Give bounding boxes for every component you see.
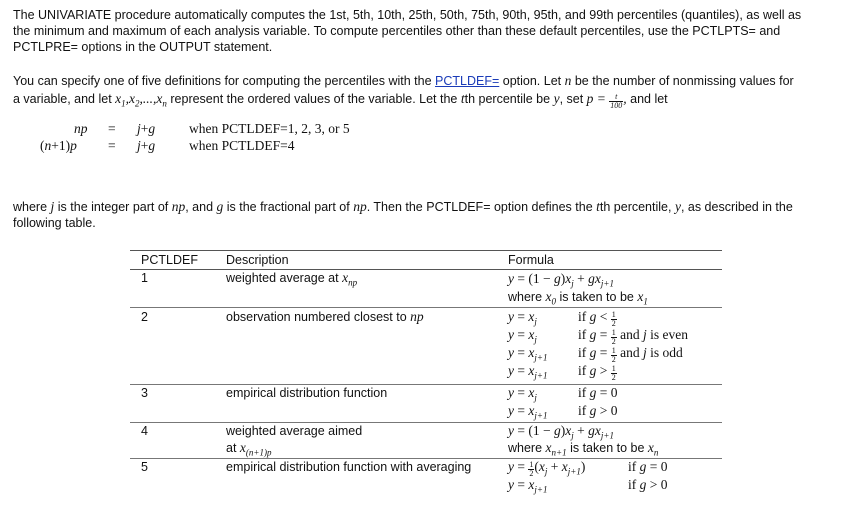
row-5-desc: empirical distribution function with averaging	[226, 460, 472, 474]
header-description: Description	[226, 253, 289, 267]
row-2-cond-d: if g > $\frac{1}{2}$	[578, 363, 616, 382]
header-pctldef: PCTLDEF	[141, 253, 198, 267]
row-2-cond-a: if g < $\frac{1}{2}$	[578, 309, 616, 328]
pctldef-link[interactable]: PCTLDEF=	[435, 74, 500, 88]
row-3-cond-a: if g = 0	[578, 385, 618, 400]
table-header	[130, 250, 722, 270]
row-2-cond-b: if g = $\frac{1}{2}$ and j is even	[578, 327, 689, 346]
table-row-4	[130, 422, 722, 459]
row-5-formula-a: y = $\frac{1}{2}$ $(x_j + x_{j+1})$	[508, 459, 586, 478]
row-5-cond-a: if g = 0	[628, 459, 668, 474]
eq1-op: =	[108, 121, 116, 136]
where-paragraph	[13, 199, 833, 231]
eq2-op: =	[108, 138, 116, 153]
eq2-lhs: (n+1)p	[40, 138, 77, 153]
row-4-desc-2: at $x_{(n+1)p}$	[226, 440, 272, 458]
eq1-rhs: j+g	[137, 121, 156, 136]
row-1-note: where $x_0$ is taken to be $x_1$	[508, 289, 648, 307]
row-3-formula-b: $y = x_{j+1}$	[508, 403, 548, 421]
table-row-1	[130, 269, 722, 308]
row-2-formula-c: $y = x_{j+1}$	[508, 345, 548, 363]
header-formula: Formula	[508, 253, 554, 267]
intro-paragraph	[13, 7, 833, 55]
eq1-lhs: np	[74, 121, 88, 136]
row-1-desc: weighted average at $x_{np}$	[226, 270, 358, 288]
row-2-desc: observation numbered closest to np	[226, 309, 424, 324]
row-1-formula: $y = (1 - g)x_j + gx_{j+1}$	[508, 271, 614, 289]
definition-line-2: a variable, and let $x_1,x_2,...,x_n$ represent the ordered values of the variable. Let the tth percentile be y, set p = $\frac{t}{100}$ , and let	[13, 91, 668, 110]
definition-line-1: You can specify one of five definitions for computing the percentiles with the PCTLDEF= option. Let n be the number of nonmissing values for	[13, 73, 794, 88]
row-5-formula-b: $y = x_{j+1}$	[508, 477, 548, 495]
row-1-id: 1	[141, 271, 148, 285]
row-2-formula-b: $y = x_j$	[508, 327, 537, 345]
row-5-id: 5	[141, 460, 148, 474]
row-5-cond-b: if g > 0	[628, 477, 668, 492]
eq2-rhs: j+g	[137, 138, 156, 153]
row-2-formula-d: $y = x_{j+1}$	[508, 363, 548, 381]
row-3-formula-a: $y = x_j$	[508, 385, 537, 403]
row-2-id: 2	[141, 310, 148, 324]
row-4-desc-1: weighted average aimed	[226, 424, 363, 438]
eq1-when: when PCTLDEF=1, 2, 3, or 5	[189, 121, 350, 136]
row-4-note: where $x_{n+1}$ is taken to be $x_n$	[508, 440, 659, 458]
table-row-2	[130, 307, 722, 385]
eq2-when: when PCTLDEF=4	[189, 138, 295, 153]
row-2-formula-a: $y = x_j$	[508, 309, 537, 327]
var-n: n	[564, 73, 572, 88]
intro-line-3: PCTLPRE= options in the OUTPUT statement.	[13, 40, 273, 54]
ordered-values-math: $x_1,x_2,...,x_n$	[115, 91, 167, 109]
p-formula: p = $\frac{t}{100}$ ,	[586, 91, 627, 110]
row-3-id: 3	[141, 386, 148, 400]
row-4-id: 4	[141, 424, 148, 438]
table-row-5	[130, 458, 722, 496]
where-line-1: where j is the integer part of np, and g is the fractional part of np. Then the PCTLDEF= option defines the tth percentile, y, as described in the	[13, 199, 793, 214]
row-3-cond-b: if g > 0	[578, 403, 618, 418]
table-row-3	[130, 384, 722, 423]
intro-line-1: The UNIVARIATE procedure automatically computes the 1st, 5th, 10th, 25th, 50th, 75th, 90th, 95th, and 99th percentiles (quantiles), as well as	[13, 8, 802, 22]
where-line-2: following table.	[13, 216, 96, 230]
row-3-desc: empirical distribution function	[226, 386, 388, 400]
row-4-formula: $y = (1 - g)x_j + gx_{j+1}$	[508, 423, 614, 441]
definition-paragraph	[13, 73, 833, 110]
intro-line-2: the minimum and maximum of each analysis variable. To compute percentiles other than these default percentiles, use the PCTLPTS= and	[13, 24, 781, 38]
row-2-cond-c: if g = $\frac{1}{2}$ and j is odd	[578, 345, 683, 364]
